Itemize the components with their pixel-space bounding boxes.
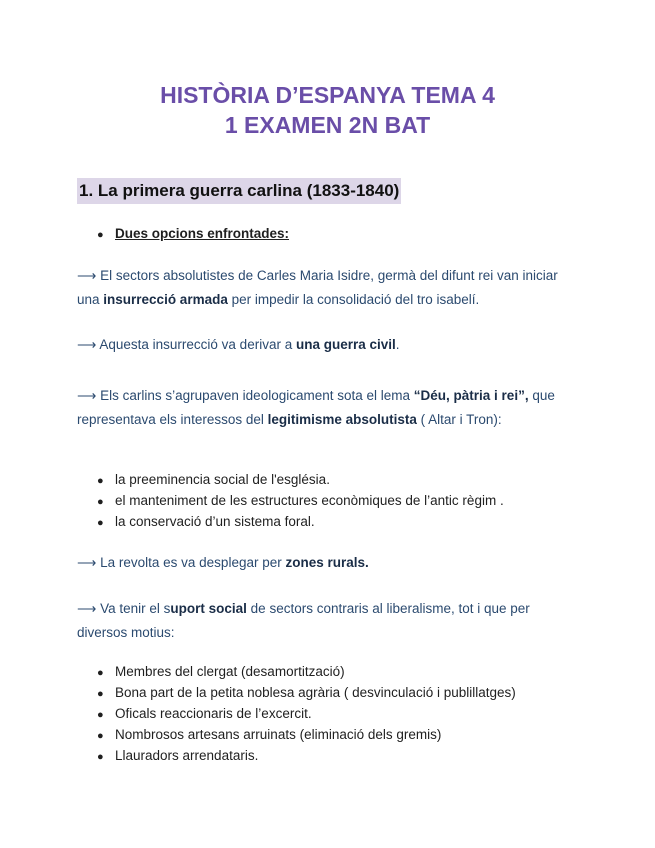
bullet-icon: ● [97, 730, 104, 742]
bullet-icon: ● [97, 496, 104, 508]
paragraph-4-text-1: La revolta es va desplegar per [96, 555, 286, 570]
list-item-text: la preeminencia social de l'església. [115, 472, 330, 487]
list-1 [97, 470, 504, 533]
section-heading: 1. La primera guerra carlina (1833-1840) [77, 178, 401, 204]
paragraph-3-text-1: Els carlins s’agrupaven ideologicament sota el lema [96, 388, 414, 403]
list-item-text: Membres del clergat (desamortització) [115, 664, 345, 679]
bullet-heading: Dues opcions enfrontades: [115, 226, 290, 241]
paragraph-5-text-1: Va tenir el s [96, 601, 171, 616]
list-item [97, 662, 516, 683]
title-line-2: 1 EXAMEN 2N BAT [224, 112, 431, 138]
section-heading-wrap [77, 178, 401, 204]
paragraph-2-text-2: . [395, 337, 400, 352]
paragraph-2-text-1: Aquesta insurrecció va derivar a [96, 337, 296, 352]
paragraph-2 [77, 333, 577, 357]
list-2 [97, 662, 516, 767]
bullet-icon: ● [97, 475, 104, 487]
arrow-icon: ⟶ [77, 268, 97, 283]
paragraph-5-bold: uport social [170, 601, 247, 616]
list-item [97, 746, 516, 767]
title-line-1: HISTÒRIA D’ESPANYA TEMA 4 [160, 82, 495, 108]
arrow-icon: ⟶ [77, 601, 97, 616]
list-item [97, 470, 504, 491]
paragraph-1-text-2: per impedir la consolidació del tro isabelí. [227, 292, 480, 307]
paragraph-3-bold-1: “Déu, pàtria i rei”, [413, 388, 529, 403]
paragraph-3-bold-2: legitimisme absolutista [267, 412, 417, 427]
bullet-icon: ● [97, 709, 104, 721]
paragraph-1-bold: insurrecció armada [103, 292, 228, 307]
paragraph-1 [77, 264, 577, 312]
list-item [97, 725, 516, 746]
paragraph-3 [77, 384, 577, 432]
paragraph-4 [77, 551, 577, 575]
list-item-text: Nombrosos artesans arruinats (eliminació dels gremis) [115, 727, 442, 742]
arrow-icon: ⟶ [77, 555, 97, 570]
arrow-icon: ⟶ [77, 388, 97, 403]
paragraph-4-bold: zones rurals. [285, 555, 369, 570]
paragraph-3-text-3: ( Altar i Tron): [416, 412, 502, 427]
bullet-icon: ● [97, 517, 104, 529]
list-item-text: la conservació d’un sistema foral. [115, 514, 315, 529]
list-item [97, 491, 504, 512]
bullet-icon: ● [97, 688, 104, 700]
list-item [97, 512, 504, 533]
paragraph-2-bold: una guerra civil [295, 337, 396, 352]
paragraph-3-text-2: que representava els interessos del [77, 388, 555, 427]
paragraph-5 [77, 597, 577, 645]
list-item-text: el manteniment de les estructures econòmiques de l’antic règim . [115, 493, 504, 508]
bullet-heading-row [97, 224, 289, 245]
bullet-icon: ● [97, 229, 104, 241]
paragraph-1-text-1: El sectors absolutistes de Carles Maria Isidre, germà del difunt rei van iniciar una [77, 268, 558, 307]
document-title [0, 80, 655, 140]
list-item-text: Llauradors arrendataris. [115, 748, 259, 763]
list-item [97, 704, 516, 725]
bullet-icon: ● [97, 667, 104, 679]
list-item-text: Bona part de la petita noblesa agrària ( desvinculació i publillatges) [115, 685, 516, 700]
list-item-text: Oficals reaccionaris de l’excercit. [115, 706, 312, 721]
arrow-icon: ⟶ [77, 337, 97, 352]
paragraph-5-text-2: de sectors contraris al liberalisme, tot i que per diversos motius: [77, 601, 530, 640]
list-item [97, 683, 516, 704]
bullet-icon: ● [97, 751, 104, 763]
